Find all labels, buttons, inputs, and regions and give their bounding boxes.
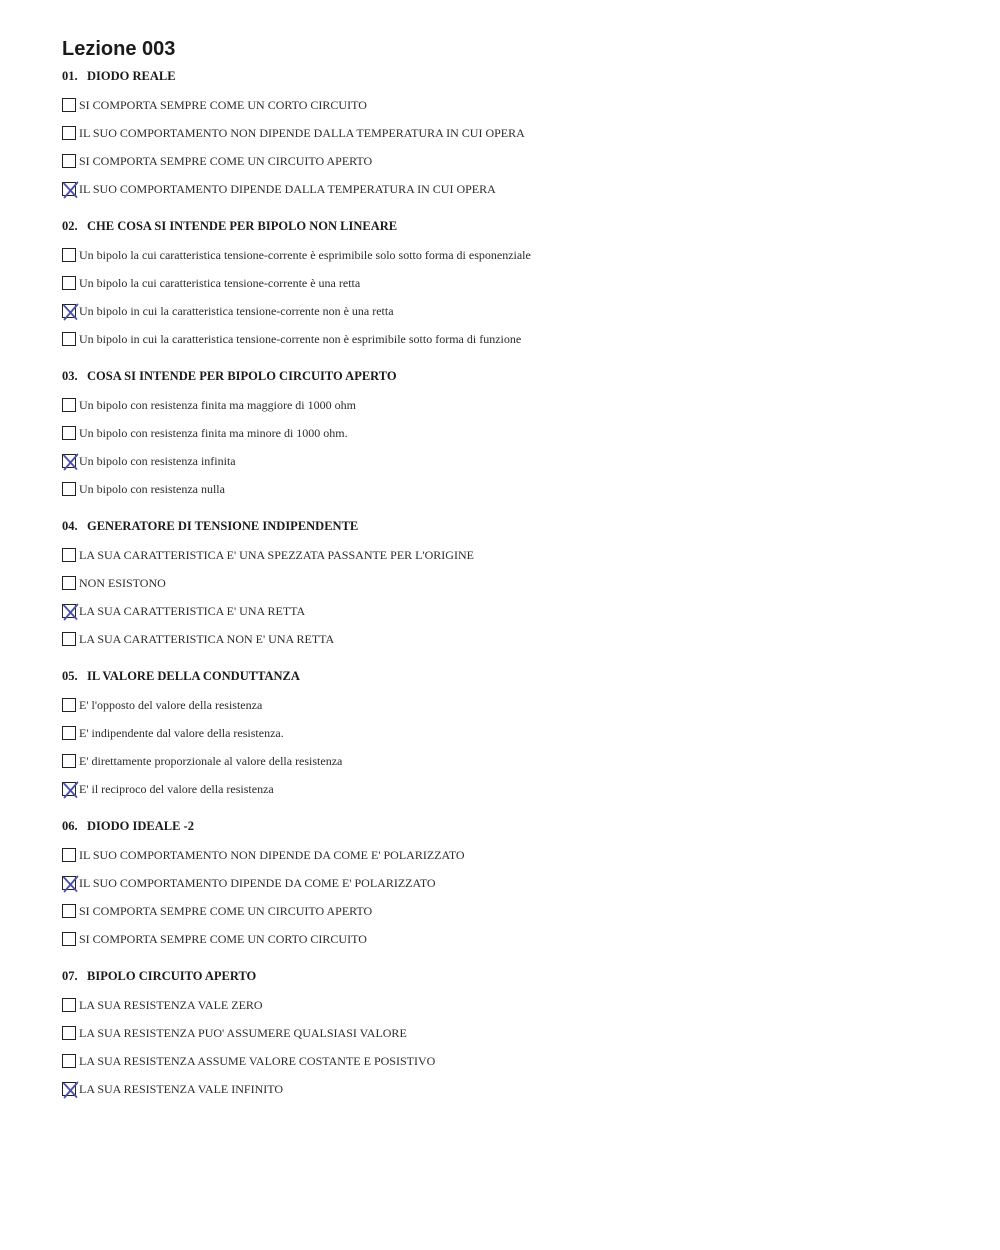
question-4 — [62, 515, 962, 653]
checked-checkbox[interactable] — [62, 782, 76, 796]
option-label: Un bipolo con resistenza nulla — [79, 481, 225, 496]
option-label: Un bipolo in cui la caratteristica tensione-corrente non è una retta — [79, 303, 394, 318]
option-label: LA SUA RESISTENZA ASSUME VALORE COSTANTE E POSISTIVO — [79, 1053, 436, 1068]
check-mark-icon — [60, 302, 80, 322]
question-list — [62, 65, 962, 1103]
answer-option[interactable] — [62, 447, 962, 475]
option-label: Un bipolo con resistenza infinita — [79, 453, 236, 468]
answer-option[interactable] — [62, 475, 962, 503]
checked-checkbox[interactable] — [62, 182, 76, 196]
question-text: DIODO IDEALE -2 — [87, 819, 194, 833]
option-label: LA SUA CARATTERISTICA NON E' UNA RETTA — [79, 631, 335, 646]
question-heading — [62, 815, 962, 837]
checkbox[interactable] — [62, 126, 76, 140]
question-text: GENERATORE DI TENSIONE INDIPENDENTE — [87, 519, 359, 533]
answer-option[interactable] — [62, 991, 962, 1019]
question-number: 02. — [62, 219, 78, 233]
option-list — [62, 691, 962, 803]
answer-option[interactable] — [62, 1019, 962, 1047]
checkbox[interactable] — [62, 426, 76, 440]
question-1 — [62, 65, 962, 203]
option-label: E' indipendente dal valore della resistenza. — [79, 725, 284, 740]
answer-option[interactable] — [62, 747, 962, 775]
checked-checkbox[interactable] — [62, 604, 76, 618]
option-label: IL SUO COMPORTAMENTO DIPENDE DA COME E' POLARIZZATO — [79, 875, 436, 890]
answer-option[interactable] — [62, 119, 962, 147]
answer-option[interactable] — [62, 1047, 962, 1075]
checkbox[interactable] — [62, 1054, 76, 1068]
checkbox[interactable] — [62, 398, 76, 412]
question-text: CHE COSA SI INTENDE PER BIPOLO NON LINEARE — [87, 219, 398, 233]
question-number: 01. — [62, 69, 78, 83]
checked-checkbox[interactable] — [62, 454, 76, 468]
option-label: SI COMPORTA SEMPRE COME UN CORTO CIRCUITO — [79, 931, 367, 946]
answer-option[interactable] — [62, 91, 962, 119]
checkbox[interactable] — [62, 276, 76, 290]
option-label: Un bipolo con resistenza finita ma maggiore di 1000 ohm — [79, 397, 356, 412]
checked-checkbox[interactable] — [62, 876, 76, 890]
question-heading — [62, 365, 962, 387]
answer-option[interactable] — [62, 175, 962, 203]
answer-option[interactable] — [62, 897, 962, 925]
checkbox[interactable] — [62, 904, 76, 918]
answer-option[interactable] — [62, 719, 962, 747]
option-label: E' il reciproco del valore della resistenza — [79, 781, 274, 796]
question-6 — [62, 815, 962, 953]
question-2 — [62, 215, 962, 353]
question-number: 03. — [62, 369, 78, 383]
answer-option[interactable] — [62, 569, 962, 597]
question-text: BIPOLO CIRCUITO APERTO — [87, 969, 257, 983]
answer-option[interactable] — [62, 841, 962, 869]
page-title: Lezione 003 — [62, 38, 176, 60]
question-number: 05. — [62, 669, 78, 683]
question-text: COSA SI INTENDE PER BIPOLO CIRCUITO APERTO — [87, 369, 397, 383]
answer-option[interactable] — [62, 597, 962, 625]
answer-option[interactable] — [62, 691, 962, 719]
checked-checkbox[interactable] — [62, 304, 76, 318]
option-label: LA SUA RESISTENZA VALE INFINITO — [79, 1081, 284, 1096]
option-label: Un bipolo la cui caratteristica tensione-corrente è esprimibile solo sotto forma di esponenziale — [79, 247, 531, 262]
question-text: DIODO REALE — [87, 69, 176, 83]
option-label: NON ESISTONO — [79, 575, 166, 590]
question-number: 06. — [62, 819, 78, 833]
question-number: 04. — [62, 519, 78, 533]
answer-option[interactable] — [62, 925, 962, 953]
question-3 — [62, 365, 962, 503]
checkbox[interactable] — [62, 998, 76, 1012]
option-list — [62, 241, 962, 353]
option-label: SI COMPORTA SEMPRE COME UN CORTO CIRCUITO — [79, 97, 367, 112]
quiz-page — [62, 35, 962, 1115]
checkbox[interactable] — [62, 548, 76, 562]
question-heading — [62, 215, 962, 237]
option-list — [62, 541, 962, 653]
checkbox[interactable] — [62, 1026, 76, 1040]
option-label: Un bipolo in cui la caratteristica tensione-corrente non è esprimibile sotto forma di funzione — [79, 331, 522, 346]
option-label: IL SUO COMPORTAMENTO NON DIPENDE DALLA TEMPERATURA IN CUI OPERA — [79, 125, 525, 140]
checked-checkbox[interactable] — [62, 1082, 76, 1096]
option-label: LA SUA CARATTERISTICA E' UNA SPEZZATA PASSANTE PER L'ORIGINE — [79, 547, 474, 562]
answer-option[interactable] — [62, 869, 962, 897]
checkbox[interactable] — [62, 754, 76, 768]
check-mark-icon — [60, 1080, 80, 1100]
answer-option[interactable] — [62, 147, 962, 175]
option-list — [62, 91, 962, 203]
option-label: LA SUA RESISTENZA PUO' ASSUMERE QUALSIASI VALORE — [79, 1025, 407, 1040]
checkbox[interactable] — [62, 848, 76, 862]
checkbox[interactable] — [62, 154, 76, 168]
check-mark-icon — [60, 180, 80, 200]
checkbox[interactable] — [62, 932, 76, 946]
answer-option[interactable] — [62, 391, 962, 419]
checkbox[interactable] — [62, 98, 76, 112]
checkbox[interactable] — [62, 482, 76, 496]
answer-option[interactable] — [62, 775, 962, 803]
option-label: Un bipolo con resistenza finita ma minore di 1000 ohm. — [79, 425, 348, 440]
check-mark-icon — [60, 874, 80, 894]
question-text: IL VALORE DELLA CONDUTTANZA — [87, 669, 300, 683]
question-heading — [62, 65, 962, 87]
checkbox[interactable] — [62, 332, 76, 346]
option-label: E' direttamente proporzionale al valore della resistenza — [79, 753, 343, 768]
option-label: E' l'opposto del valore della resistenza — [79, 697, 263, 712]
question-heading — [62, 665, 962, 687]
answer-option[interactable] — [62, 1075, 962, 1103]
option-label: IL SUO COMPORTAMENTO DIPENDE DALLA TEMPERATURA IN CUI OPERA — [79, 181, 496, 196]
check-mark-icon — [60, 452, 80, 472]
answer-option[interactable] — [62, 241, 962, 269]
question-7 — [62, 965, 962, 1103]
checkbox[interactable] — [62, 248, 76, 262]
answer-option[interactable] — [62, 625, 962, 653]
question-5 — [62, 665, 962, 803]
option-label: SI COMPORTA SEMPRE COME UN CIRCUITO APERTO — [79, 903, 373, 918]
answer-option[interactable] — [62, 297, 962, 325]
option-list — [62, 991, 962, 1103]
option-label: Un bipolo la cui caratteristica tensione-corrente è una retta — [79, 275, 361, 290]
option-label: LA SUA CARATTERISTICA E' UNA RETTA — [79, 603, 306, 618]
option-list — [62, 391, 962, 503]
answer-option[interactable] — [62, 325, 962, 353]
option-list — [62, 841, 962, 953]
check-mark-icon — [60, 780, 80, 800]
checkbox[interactable] — [62, 698, 76, 712]
option-label: SI COMPORTA SEMPRE COME UN CIRCUITO APERTO — [79, 153, 373, 168]
answer-option[interactable] — [62, 419, 962, 447]
checkbox[interactable] — [62, 576, 76, 590]
check-mark-icon — [60, 602, 80, 622]
option-label: LA SUA RESISTENZA VALE ZERO — [79, 997, 263, 1012]
answer-option[interactable] — [62, 269, 962, 297]
answer-option[interactable] — [62, 541, 962, 569]
question-heading — [62, 965, 962, 987]
question-heading — [62, 515, 962, 537]
checkbox[interactable] — [62, 726, 76, 740]
question-number: 07. — [62, 969, 78, 983]
checkbox[interactable] — [62, 632, 76, 646]
option-label: IL SUO COMPORTAMENTO NON DIPENDE DA COME E' POLARIZZATO — [79, 847, 465, 862]
